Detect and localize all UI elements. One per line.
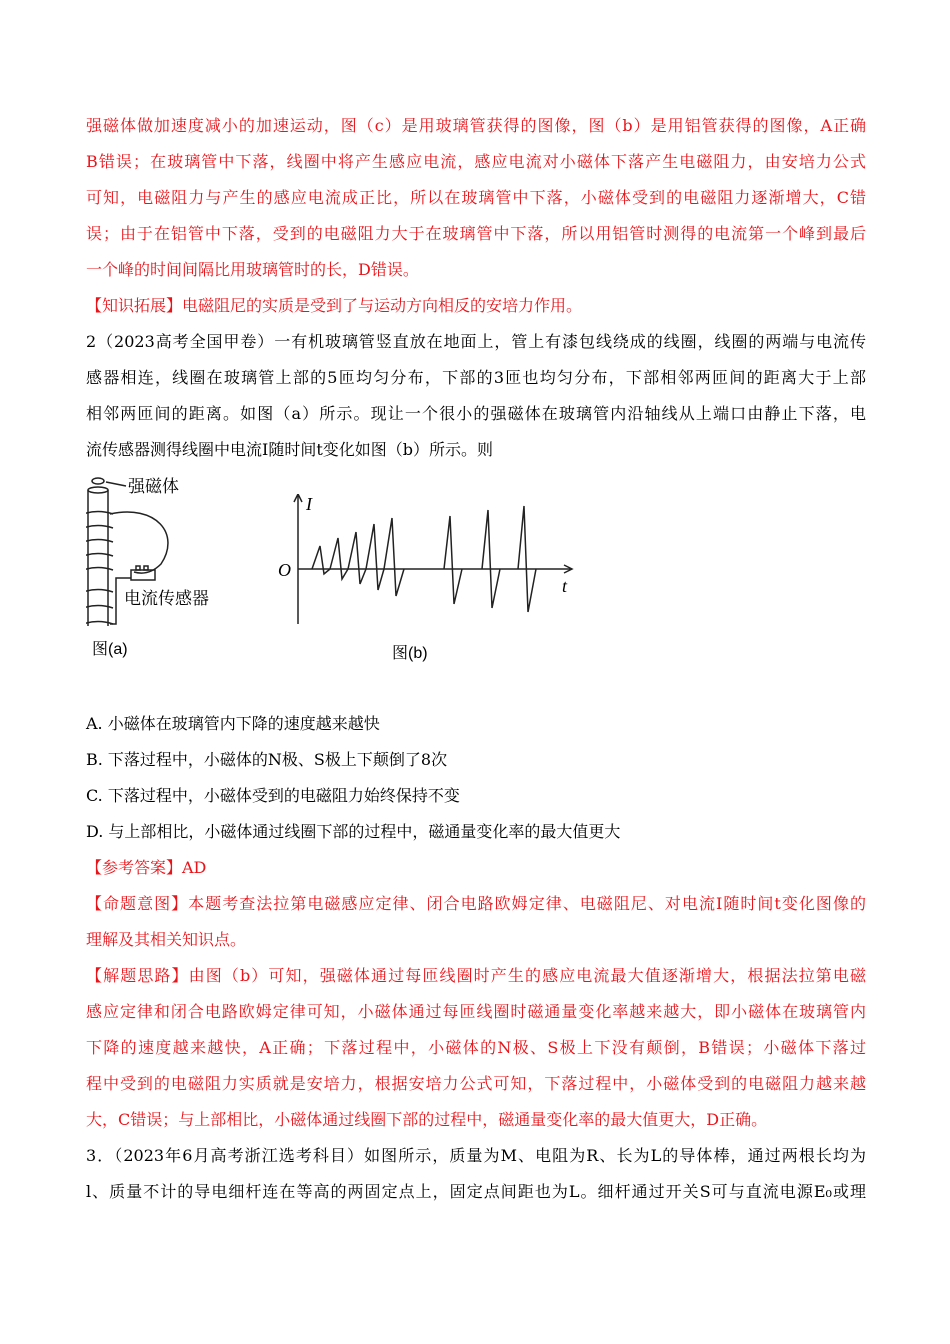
reference-answer: 【参考答案】AD [86,858,207,877]
pulse [482,510,500,608]
pulse [312,546,330,574]
pulse [444,516,462,604]
option-d: D. 与上部相比，小磁体通过线圈下部的过程中，磁通量变化率的最大值更大 [86,822,621,841]
question-intent [86,886,866,958]
magnet-icon [92,478,104,484]
pulse [330,538,348,579]
text-line: 感应定律和闭合电路欧姆定律可知，小磁体通过每匝线圈时磁通量变化率越来越大，即小磁体在玻璃管内 [86,1002,866,1021]
figure-b [272,494,582,694]
origin-label: O [278,560,291,580]
option-a: A. 小磁体在玻璃管内下降的速度越来越快 [86,714,380,733]
question-2-stem [86,324,866,468]
text-line: 理解及其相关知识点。 [86,930,247,949]
option-c: C. 下落过程中，小磁体受到的电磁阻力始终保持不变 [86,786,460,805]
text-line: 2（2023高考全国甲卷）一有机玻璃管竖直放在地面上，管上有漆包线绕成的线圈，线圈的两端与电流传 [86,332,866,351]
sensor-label: 电流传感器 [124,589,209,609]
text-line: 大，C错误；与上部相比，小磁体通过线圈下部的过程中，磁通量变化率的最大值更大，D正确。 [86,1110,768,1129]
knowledge-extension: 【知识拓展】电磁阻尼的实质是受到了与运动方向相反的安培力作用。 [86,296,583,315]
text-line: 流传感器测得线圈中电流I随时间t变化如图（b）所示。则 [86,440,493,459]
text-line: 一个峰的时间间隔比用玻璃管时的长，D错误。 [86,260,419,279]
text-line: 【解题思路】由图（b）可知，强磁体通过每匝线圈时产生的感应电流最大值逐渐增大，根据法拉第电磁 [86,966,866,985]
text-line: 强磁体做加速度减小的加速运动，图（c）是用玻璃管获得的图像，图（b）是用铝管获得的图像，A正确 [86,116,866,135]
pulse [348,532,366,584]
question-2-options [86,706,866,850]
page-content [86,108,866,1210]
text-line: 相邻两匝间的距离。如图（a）所示。现让一个很小的强磁体在玻璃管内沿轴线从上端口由静止下落，电 [86,404,866,423]
text-line: 下降的速度越来越快，A正确；下落过程中，小磁体的N极、S极上下没有颠倒，B错误；小磁体下落过 [86,1038,866,1057]
figure-a [86,474,266,694]
upper-coils [86,512,113,571]
text-line: 感器相连，线圈在玻璃管上部的5匝均匀分布，下部的3匝也均匀分布，下部相邻两匝间的距离大于上部 [86,368,866,387]
figure-b-caption: 图(b) [392,645,428,662]
pulse [366,524,384,590]
text-line: 可知，电磁阻力与产生的感应电流成正比，所以在玻璃管中下落，小磁体受到的电磁阻力逐渐增大，C错 [86,188,866,207]
analysis-continuation [86,108,866,288]
x-axis-label: t [562,576,568,596]
figure-row [86,474,866,696]
lower-coils [86,590,113,625]
pulse [384,518,404,596]
text-line: 程中受到的电磁阻力实质就是安培力，根据安培力公式可知，下落过程中，小磁体受到的电磁阻力越来越 [86,1074,866,1093]
text-line: 误；由于在铝管中下落，受到的电磁阻力大于在玻璃管中下落，所以用铝管时测得的电流第一个峰到最后 [86,224,866,243]
text-line: B错误；在玻璃管中下落，线圈中将产生感应电流，感应电流对小磁体下落产生电磁阻力，由安培力公式 [86,152,866,171]
magnet-label: 强磁体 [128,477,179,497]
y-axis-label: I [306,494,312,514]
pulse [518,506,536,612]
option-b: B. 下落过程中，小磁体的N极、S极上下颠倒了8次 [86,750,448,769]
text-line: 【命题意图】本题考查法拉第电磁感应定律、闭合电路欧姆定律、电磁阻尼、对电流I随时间t变化图像的 [86,894,866,913]
text-line: l、质量不计的导电细杆连在等高的两固定点上，固定点间距也为L。细杆通过开关S可与直流电源E₀或理 [86,1182,866,1201]
text-line: 3．（2023年6月高考浙江选考科目）如图所示，质量为M、电阻为R、长为L的导体棒，通过两根长均为 [86,1146,866,1165]
figure-a-caption: 图(a) [92,641,128,658]
question-3-stem [86,1138,866,1210]
solution [86,958,866,1138]
